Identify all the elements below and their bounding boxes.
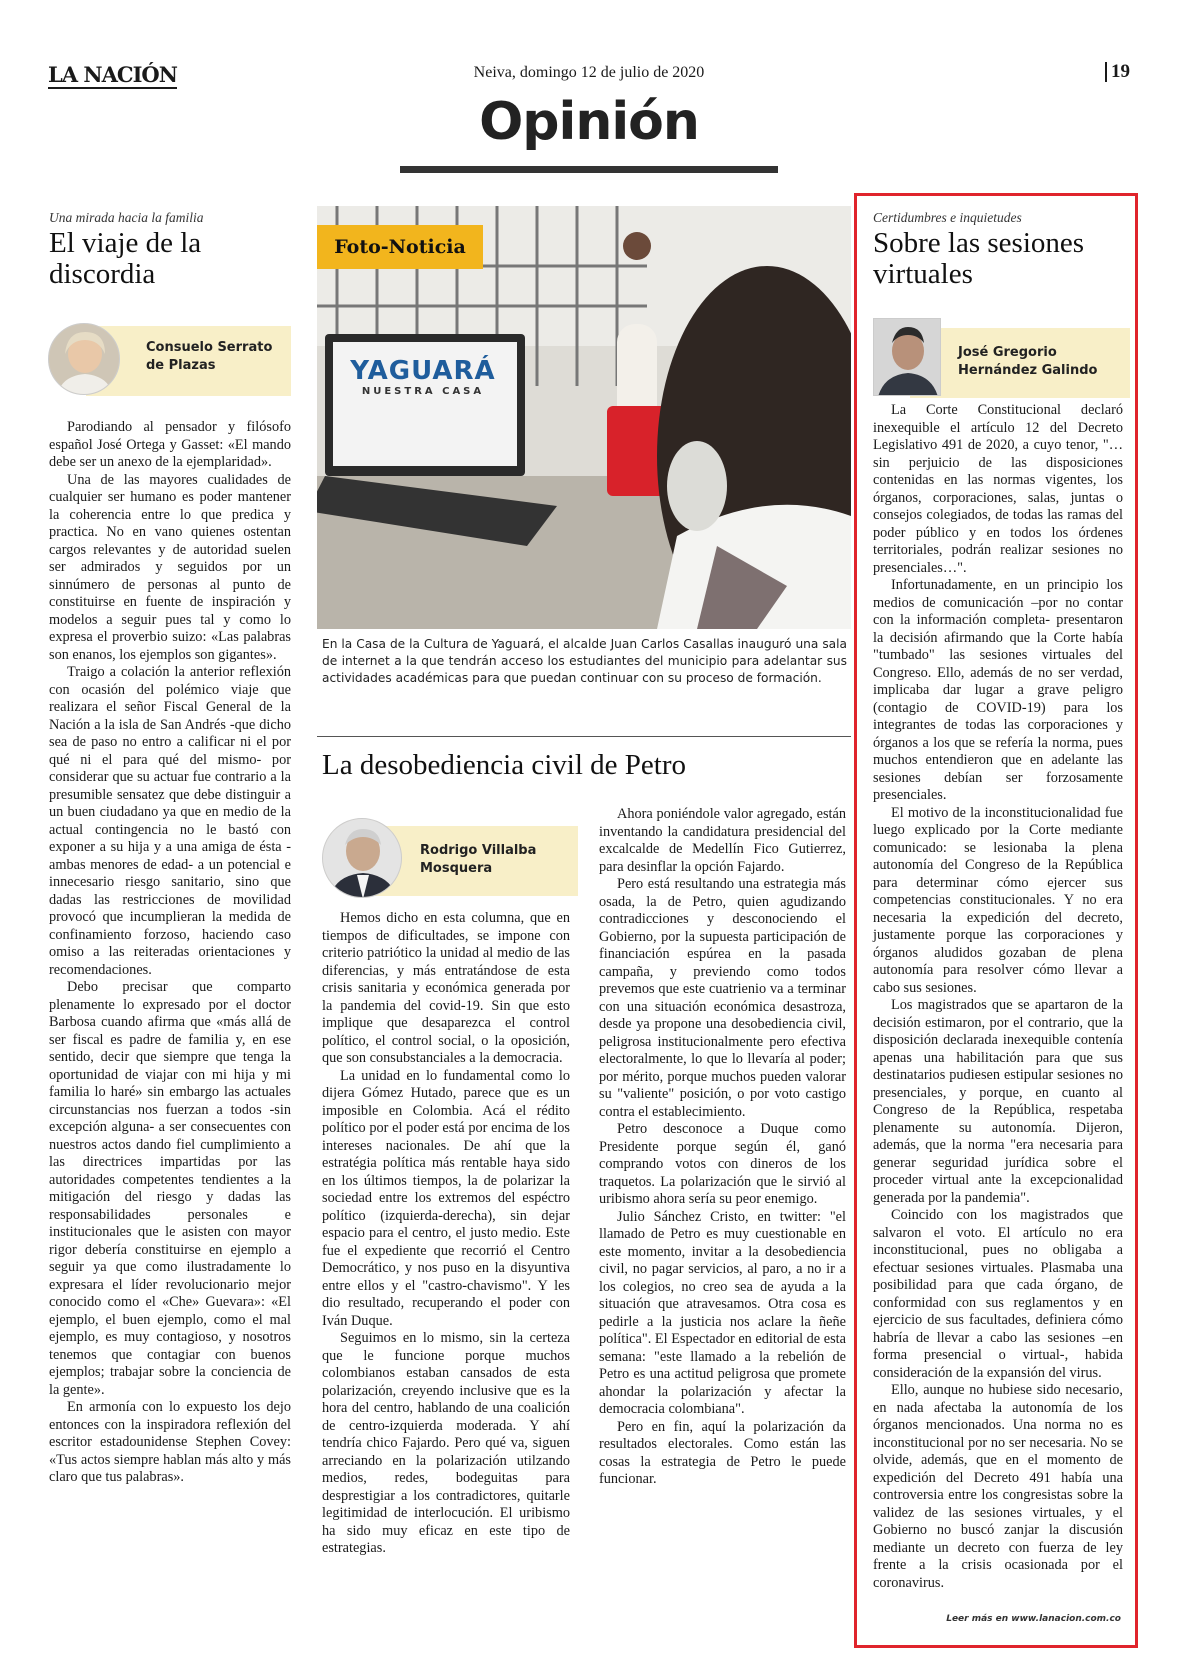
author-portrait-icon (874, 319, 941, 396)
middle-paragraph: Petro desconoce a Duque como Presidente porque según él, ganó comprando votos con dineros de los traquetos. La polarización que le sirvió al uribismo ahora sería su peor enemigo. (599, 1121, 846, 1207)
middle-paragraph: Seguimos en lo mismo, sin la certeza que le funcione porque muchos colombianos estaban cansados de esta polarización, creyendo inclusive que es la hora del centro, hablando de una coalición de centro-izquierda moderada. Y ahí tendría chico Fajardo. Pero qué va, siguen arreciando en la polarización utilzando medios, redes, bodeguitas para desprestigiar a los contradictores, quitarle legitimidad de interlocución. El uribismo ha sido muy eficaz en este tipo de estrategias. (322, 1330, 570, 1556)
left-author-name: Consuelo Serrato de Plazas (146, 340, 273, 373)
foto-noticia-photo (317, 206, 851, 629)
middle-paragraph: Pero en fin, aquí la polarización da resultados electorales. Como están las cosas la estrategia de Petro le puede funcionar. (599, 1418, 846, 1487)
read-more-link[interactable]: Leer más en www.lanacion.com.co (946, 1614, 1121, 1624)
right-author-avatar (873, 318, 941, 396)
left-paragraph: Traigo a colación la anterior reflexión con ocasión del polémico viaje que realizara el señor Fiscal General de la Nación a la isla de San Andrés -que dicho sea de paso no entro a calificar ni el por qué ni el para qué del mismo- por considerar que su actuar fue contrario a la presumible sensatez que debe distinguir a un buen ciudadano ya que en medio de la actual contingencia no le bastó con exponer a su hija y a una amiga de ésta -ambas menores de edad- a un potencial e innecesario riesgo sanitario, sino que dadas las restricciones de movilidad provocó que incumplieran la medida de confinamiento forzoso, haciendo caso omiso a las reiteradas orientaciones y recomendaciones. (49, 664, 291, 978)
right-paragraph: Los magistrados que se apartaron de la decisión estimaron, por el contrario, que la disposición declarada inexequible contenía apenas una habilitación para que sus destinatarios pudiesen estipular sesiones no presenciales, y porque, en cuanto al Congreso de la República, respetaba plenamente su autonomía. Dijeron, además, que la norma "era necesaria para generar seguridad jurídica sobre el proceder virtual ante la excepcionalidad generada por la pandemia". (873, 997, 1123, 1206)
middle-article-col2 (599, 806, 846, 1489)
yaguara-screen-logo: YAGUARÁ NUESTRA CASA (350, 356, 496, 397)
masthead (48, 60, 1130, 86)
divider (317, 736, 851, 737)
right-author-name: José Gregorio Hernández Galindo (958, 345, 1098, 378)
dateline: Neiva, domingo 12 de julio de 2020 (473, 64, 705, 81)
newspaper-logo: LA NACIÓN (48, 62, 177, 87)
left-article-header (49, 210, 291, 290)
right-paragraph: Ello, aunque no hubiese sido necesario, en nada afectaba la autonomía de los órganos mencionados. Una norma no es inconstitucional por no ser necesaria. No se olvide, además, que en el momento de expedición del Decreto 491 había una controversia entre los congresistas sobre la validez de las sesiones virtuales, y el Gobierno no buscó zanjar la discusión mediante un decreto con fuerza de ley frente a la crisis ocasionada por el coronavirus. (873, 1382, 1123, 1591)
author-portrait-icon (49, 324, 120, 395)
middle-paragraph: Ahora poniéndole valor agregado, están inventando la candidatura presidencial del excalcalde de Medellín Fico Gutierrez, para desinflar la opción Fajardo. (599, 806, 846, 875)
right-paragraph: Infortunadamente, en un principio los medios de comunicación –por no contar con la información completa- presentaron la decisión afirmando que la Corte había "tumbado" las sesiones virtuales del Congreso. Ello, además de no ser verdad, implicaba dar lugar a grave peligro (contagio de COVID-19) para los integrantes de todas las corporaciones y órganos a los que se refería la norma, pues muchos entendieron que en adelante las sesiones debían ser forzosamente presenciales. (873, 577, 1123, 803)
left-paragraph: Parodiando al pensador y filósofo español José Ortega y Gasset: «El mando debe ser un anexo de la ejemplaridad». (49, 419, 291, 470)
left-author-avatar (48, 323, 120, 395)
classroom-photo-illustration (317, 206, 851, 629)
section-title-rule (400, 166, 778, 173)
middle-paragraph: Pero está resultando una estrategia más osada, la de Petro, quien agudizando contradicciones y desconociendo el Gobierno, por la supuesta participación de financiación espúrea en la pasada campaña, y previendo como todos prevemos que este cuatrienio va a terminar con una situación económica desastroza, desde ya propone una desobediencia civil, peligrosa institucionalmente pero efectiva electoralmente, lo que lo llevaría al poder; por mérito, porque muchos pueden valorar su "valiente" posición, o por voto castigo contra el establecimiento. (599, 876, 846, 1120)
middle-paragraph: Julio Sánchez Cristo, en twitter: "el llamado de Petro es muy cuestionable en este momento, invitar a la desobediencia civil, no pagar servicios, al paro, a no ir a los colegios, no creo sea de ayuda a la situación que atravesamos. Otra cosa es pedirle a la justicia nos aclare la ñeñe política". El Espectador en editorial de esta semana: "este llamado a la rebelión de Petro es una actitud peligrosa que promete ahondar la polarización y afectar la democracia colombiana". (599, 1208, 846, 1417)
left-article-body (49, 419, 291, 1487)
section-title: Opinión (479, 92, 699, 152)
middle-author-avatar (322, 818, 402, 898)
page-number: 19 (1105, 62, 1130, 82)
photo-caption: En la Casa de la Cultura de Yaguará, el alcalde Juan Carlos Casallas inauguró una sala de internet a la que tendrán acceso los estudiantes del municipio para adelantar sus actividades académicas para que puedan continuar con su proceso de formación. (322, 637, 847, 685)
left-paragraph: En armonía con lo expuesto los dejo entonces con la inspiradora reflexión del escritor estadounidense Stephen Covey: «Tus actos siempre hablan más alto y más claro que tus palabras». (49, 1399, 291, 1485)
right-paragraph: El motivo de la inconstitucionalidad fue luego explicado por la Corte mediante comunicado: se lesionaba la plena autonomía del Congreso de la República para determinar cómo ejercer sus competencias constitucionales. Y no era necesaria la expedición del decreto, justamente porque las corporaciones y órganos aludidos gozaban de plena autonomía para resolver cómo llevar a cabo sus sesiones. (873, 804, 1123, 996)
right-article-body (873, 402, 1123, 1592)
right-article-kicker: Certidumbres e inquietudes (873, 210, 1022, 225)
middle-paragraph: Hemos dicho en esta columna, que en tiempos de dificultades, se impone con criterio patriótico la unidad al medio de las diferencias, y más entratándose de esta crisis sanitaria y económica generada por la pandemia del covid-19. Sin que esto implique que desaparezca el control político, el control social, o la oposición, que son consubstanciales a la democracia. (322, 910, 570, 1066)
left-article-kicker: Una mirada hacia la familia (49, 210, 204, 225)
middle-article-headline: La desobediencia civil de Petro (322, 749, 686, 781)
left-article-headline: El viaje de la discordia (49, 227, 202, 290)
right-article-headline: Sobre las sesiones virtuales (873, 227, 1085, 290)
middle-author-name: Rodrigo Villalba Mosquera (420, 843, 537, 876)
right-article-header (873, 210, 1123, 290)
right-paragraph: La Corte Constitucional declaró inexequible el artículo 12 del Decreto Legislativo 491 de 2020, a cuyo tenor, "…sin perjuicio de las disposiciones contenidas en las normas vigentes, los órganos, corporaciones, salas, juntas o consejos colegiados, de todas las ramas del poder público y en todos los órdenes territoriales, podrán realizar sesiones no presenciales…". (873, 402, 1123, 576)
right-paragraph: Coincido con los magistrados que salvaron el voto. El artículo no era inconstitucional, pues no obligaba a efectuar sesiones virtuales. Plasmaba una posibilidad para que cada órgano, de conformidad con sus reglamentos y en ejercicio de sus facultades, definiera cómo habría de llevar a cabo las sesiones –en forma presencial o virtual-, habida consideración de la expansión del virus. (873, 1207, 1123, 1381)
left-paragraph: Una de las mayores cualidades de cualquier ser humano es poder mantener la coherencia entre lo que predica y practica. No en vano quienes ostentan cargos relevantes y de autoridad suelen ser admirados y seguidos por un sinnúmero de personas al punto de constituirse en fuente de inspiración y modelos a seguir pues tal y como lo expresa el proverbio suizo: «Las palabras son enanos, los ejemplos son gigantes». (49, 471, 291, 663)
left-paragraph: Debo precisar que comparto plenamente lo expresado por el doctor Barbosa cuando afirma que «más allá de ser fiscal es padre de familia y, en ese sentido, decir que siempre que tenga la oportunidad de viajar con mi hija y mi familia lo haré» sin embargo las actuales circunstancias nos fuerzan a todos -sin excepción alguna- a ser consecuentes con nuestros actos dando fiel cumplimiento a las directrices impartidas por las autoridades competentes tendientes a la mitigación del riesgo y dadas las responsabilidades personales e institucionales que le asisten con mayor rigor debería constituirse en ejemplo a seguir ya que como ilustradamente lo expresara el líder revolucionario mejor conocido como el «Che» Guevara»: «El ejemplo, el buen ejemplo, como el mal ejemplo, es muy contagioso, y nosotros tenemos que contagiar con buenos ejemplos; trabajar sobre la conciencia de la gente». (49, 979, 291, 1398)
middle-paragraph: La unidad en lo fundamental como lo dijera Gómez Hutado, parece que es un imposible en Colombia. Acá el rédito político por el poder está por encima de los intereses nacionales. De ahí que la estratégia política más rentable haya sido en los últimos tiempos, la de polarizar la sociedad entre los extremos del espéctro político (izquierda-derecha), sin dejar espacio para el centro, el justo medio. Este fue el expediente que recorrió el Centro Democrático, y nos puso en la disyuntiva entre ellos y el "castro-chavismo". Y les dio resultado, recuperando el poder con Iván Duque. (322, 1067, 570, 1329)
foto-noticia-tag: Foto-Noticia (317, 225, 483, 269)
author-portrait-icon (323, 819, 402, 898)
middle-article-col1 (322, 910, 570, 1558)
